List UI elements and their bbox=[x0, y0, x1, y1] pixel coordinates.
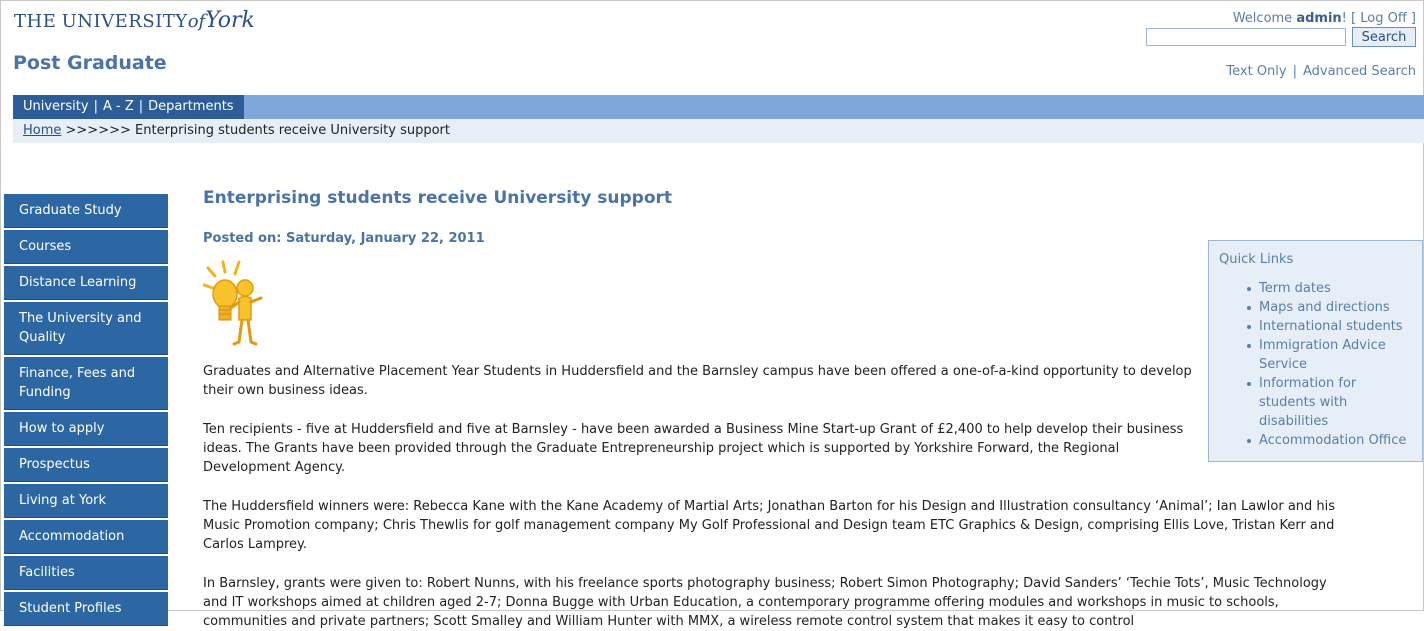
welcome-suffix: ! [ bbox=[1341, 11, 1357, 26]
article-paragraph: Graduates and Alternative Placement Year Students in Huddersfield and the Barnsley campus have been offered a one-of-a-kind opportunity to develop their own business ideas. bbox=[203, 364, 1192, 398]
top-nav-links bbox=[13, 95, 244, 119]
sidebar-item-how-to-apply[interactable]: How to apply bbox=[4, 412, 168, 446]
quick-links-panel bbox=[1208, 240, 1423, 462]
text-only-link[interactable]: Text Only bbox=[1226, 64, 1287, 79]
quick-links-title: Quick Links bbox=[1219, 252, 1294, 267]
sidebar-nav bbox=[4, 194, 168, 628]
list-item bbox=[1229, 298, 1414, 317]
list-item bbox=[1229, 374, 1414, 431]
lightbulb-figure-icon bbox=[203, 258, 267, 348]
logoff-link[interactable]: Log Off bbox=[1360, 11, 1407, 26]
logo-of: of bbox=[187, 11, 206, 32]
quick-links-list bbox=[1229, 279, 1414, 450]
sidebar-item-facilities[interactable]: Facilities bbox=[4, 556, 168, 590]
nav-university-link[interactable]: University bbox=[23, 99, 89, 114]
breadcrumb-separator: >>>>>> bbox=[61, 123, 136, 138]
welcome-prefix: Welcome bbox=[1232, 11, 1293, 26]
sidebar-item-prospectus[interactable]: Prospectus bbox=[4, 448, 168, 482]
breadcrumb bbox=[13, 119, 1424, 143]
quick-link-term-dates[interactable]: Term dates bbox=[1259, 281, 1331, 296]
sidebar-item-student-profiles[interactable]: Student Profiles bbox=[4, 592, 168, 626]
article-paragraph: In Barnsley, grants were given to: Robert Nunns, with his freelance sports photography business; Robert Simon Photography; David Sanders’ ‘Techie Tots’, Music Technology and IT workshops aimed at children aged 2-7; Donna Bugge with Urban Education, a contemporary programme offering modules and workshops in music to schools, communities and private partners; Scott Smalley and William Hunter with MMX, a wireless remote control system that makes it easy to control bbox=[203, 576, 1327, 629]
util-separator: | bbox=[1292, 64, 1297, 79]
logo-the: THE bbox=[14, 11, 57, 32]
quick-link-immigration[interactable]: Immigration Advice Service bbox=[1259, 338, 1386, 372]
sidebar-item-graduate-study[interactable]: Graduate Study bbox=[4, 194, 168, 228]
list-item bbox=[1229, 336, 1414, 374]
bracket-close: ] bbox=[1410, 11, 1416, 26]
sidebar-item-accommodation[interactable]: Accommodation bbox=[4, 520, 168, 554]
sidebar-item-university-quality[interactable]: The University and Quality bbox=[4, 302, 168, 355]
main-content bbox=[203, 186, 1343, 631]
breadcrumb-current: Enterprising students receive University support bbox=[135, 123, 450, 138]
search-button[interactable]: Search bbox=[1352, 27, 1416, 47]
list-item bbox=[1229, 317, 1414, 336]
logo-york: York bbox=[205, 8, 255, 33]
quick-link-disabilities[interactable]: Information for students with disabilities bbox=[1259, 376, 1357, 429]
university-logo[interactable] bbox=[14, 8, 255, 33]
username: admin bbox=[1296, 11, 1342, 26]
list-item bbox=[1229, 431, 1414, 450]
nav-departments-link[interactable]: Departments bbox=[148, 99, 234, 114]
breadcrumb-home-link[interactable]: Home bbox=[23, 123, 62, 138]
sidebar-item-finance-fees[interactable]: Finance, Fees and Funding bbox=[4, 357, 168, 410]
sidebar-item-distance-learning[interactable]: Distance Learning bbox=[4, 266, 168, 300]
utility-links bbox=[1226, 64, 1416, 79]
sidebar-item-courses[interactable]: Courses bbox=[4, 230, 168, 264]
site-title: Post Graduate bbox=[13, 52, 167, 74]
nav-separator: | bbox=[138, 99, 144, 114]
nav-a-z-link[interactable]: A - Z bbox=[102, 99, 134, 114]
posted-date: Posted on: Saturday, January 22, 2011 bbox=[203, 231, 485, 246]
advanced-search-link[interactable]: Advanced Search bbox=[1302, 64, 1416, 79]
logo-university: UNIVERSITY bbox=[61, 11, 188, 32]
search-input[interactable] bbox=[1146, 28, 1346, 46]
nav-separator: | bbox=[93, 99, 98, 114]
sidebar-item-living-at-york[interactable]: Living at York bbox=[4, 484, 168, 518]
article-paragraph: The Huddersfield winners were: Rebecca Kane with the Kane Academy of Martial Arts; Jonathan Barton for his Design and Illustration consultancy ‘Animal’; Ian Lawlor and his Music Promotion company; Chris Thewlis for golf management company My Golf Professional and Design team ETC Graphics & Design, comprising Ellis Love, Tristan Kerr and Carlos Lamprey. bbox=[203, 499, 1336, 552]
article-title: Enterprising students receive University support bbox=[203, 188, 673, 208]
top-nav-bar bbox=[13, 95, 1424, 119]
quick-link-international[interactable]: International students bbox=[1259, 319, 1403, 334]
quick-link-accommodation[interactable]: Accommodation Office bbox=[1259, 433, 1407, 448]
quick-link-maps[interactable]: Maps and directions bbox=[1259, 300, 1390, 315]
article-paragraph: Ten recipients - five at Huddersfield and five at Barnsley - have been awarded a Business Mine Start-up Grant of £2,400 to help develop their business ideas. The Grants have been provided through the Graduate Entrepreneurship project which is supported by Yorkshire Forward, the Regional Development Agency. bbox=[203, 422, 1184, 475]
welcome-message bbox=[1233, 11, 1416, 26]
list-item bbox=[1229, 279, 1414, 298]
